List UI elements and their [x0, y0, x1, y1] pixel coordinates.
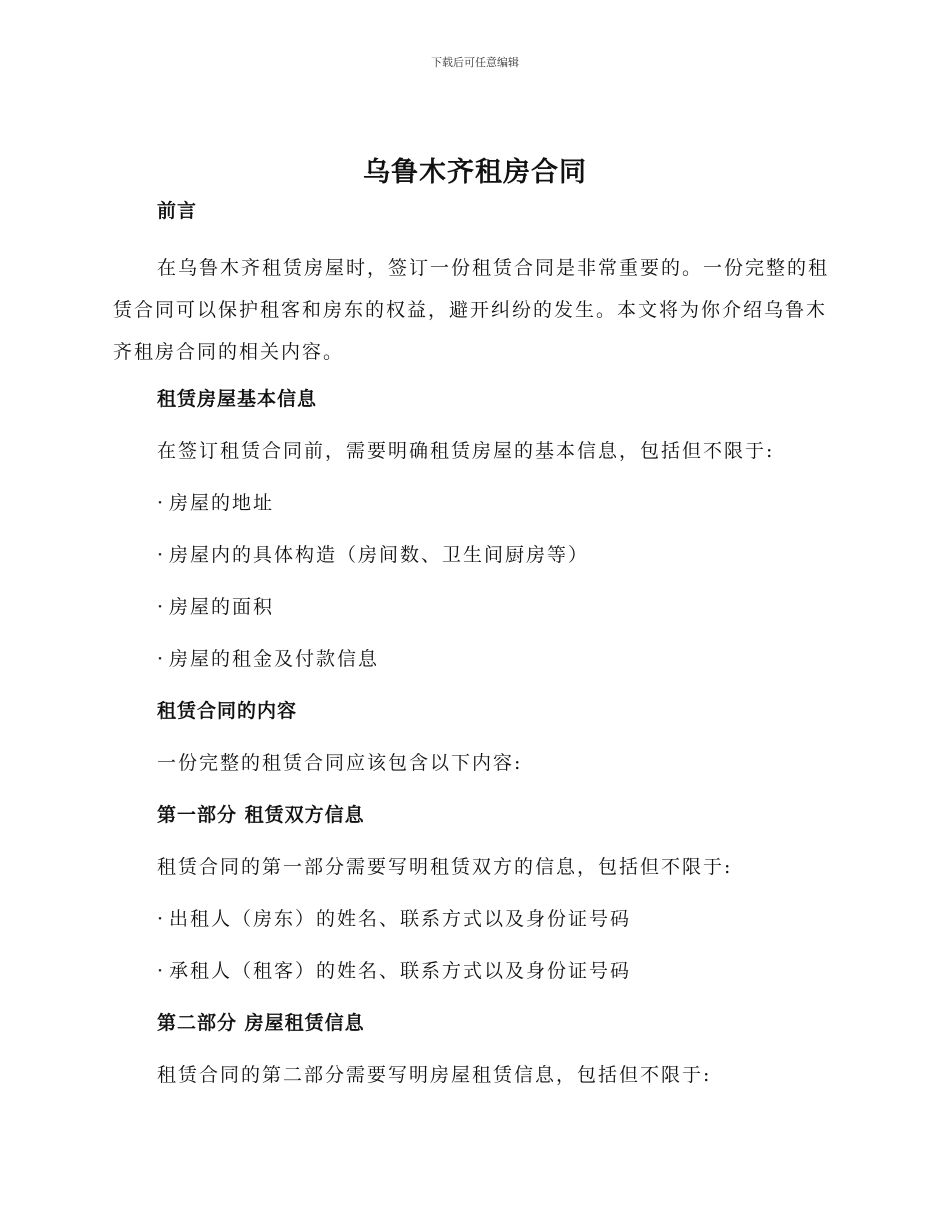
bullet-marker: · — [157, 960, 166, 982]
bullet-marker: · — [157, 544, 166, 566]
list-item — [113, 487, 838, 519]
section-heading-part1: 第一部分 租赁双方信息 — [157, 804, 365, 826]
list-item-text: 出租人（房东）的姓名、联系方式以及身份证号码 — [169, 908, 632, 930]
list-item-text: 房屋的地址 — [169, 492, 275, 514]
list-item-text: 承租人（租客）的姓名、联系方式以及身份证号码 — [169, 960, 632, 982]
list-item-text: 房屋的面积 — [169, 596, 275, 618]
bullet-marker: · — [157, 596, 166, 618]
list-item — [113, 591, 838, 623]
list-item — [113, 955, 838, 987]
list-item — [113, 539, 838, 571]
list-item — [113, 903, 838, 935]
contract-content-intro: 一份完整的租赁合同应该包含以下内容: — [157, 752, 523, 774]
section-heading-preface: 前言 — [157, 200, 198, 222]
part1-intro: 租赁合同的第一部分需要写明租赁双方的信息，包括但不限于: — [157, 856, 733, 878]
section-heading-basic-info: 租赁房屋基本信息 — [157, 388, 318, 410]
section-heading-contract-content: 租赁合同的内容 — [157, 700, 298, 722]
bullet-marker: · — [157, 492, 166, 514]
basic-info-intro: 在签订租赁合同前，需要明确租赁房屋的基本信息，包括但不限于: — [157, 440, 775, 462]
list-item-text: 房屋的租金及付款信息 — [169, 648, 380, 670]
list-item — [113, 643, 838, 675]
list-item-text: 房屋内的具体构造（房间数、卫生间厨房等） — [169, 544, 590, 566]
bullet-marker: · — [157, 648, 166, 670]
page-header-note: 下载后可任意编辑 — [431, 56, 519, 69]
preface-paragraph: 在乌鲁木齐租赁房屋时，签订一份租赁合同是非常重要的。一份完整的租赁合同可以保护租客和房东的权益，避开纠纷的发生。本文将为你介绍乌鲁木齐租房合同的相关内容。 — [113, 257, 830, 363]
document-title: 乌鲁木齐租房合同 — [363, 157, 587, 188]
document-body — [113, 195, 838, 1111]
part2-intro: 租赁合同的第二部分需要写明房屋租赁信息，包括但不限于: — [157, 1064, 712, 1086]
bullet-marker: · — [157, 908, 166, 930]
section-heading-part2: 第二部分 房屋租赁信息 — [157, 1012, 365, 1034]
